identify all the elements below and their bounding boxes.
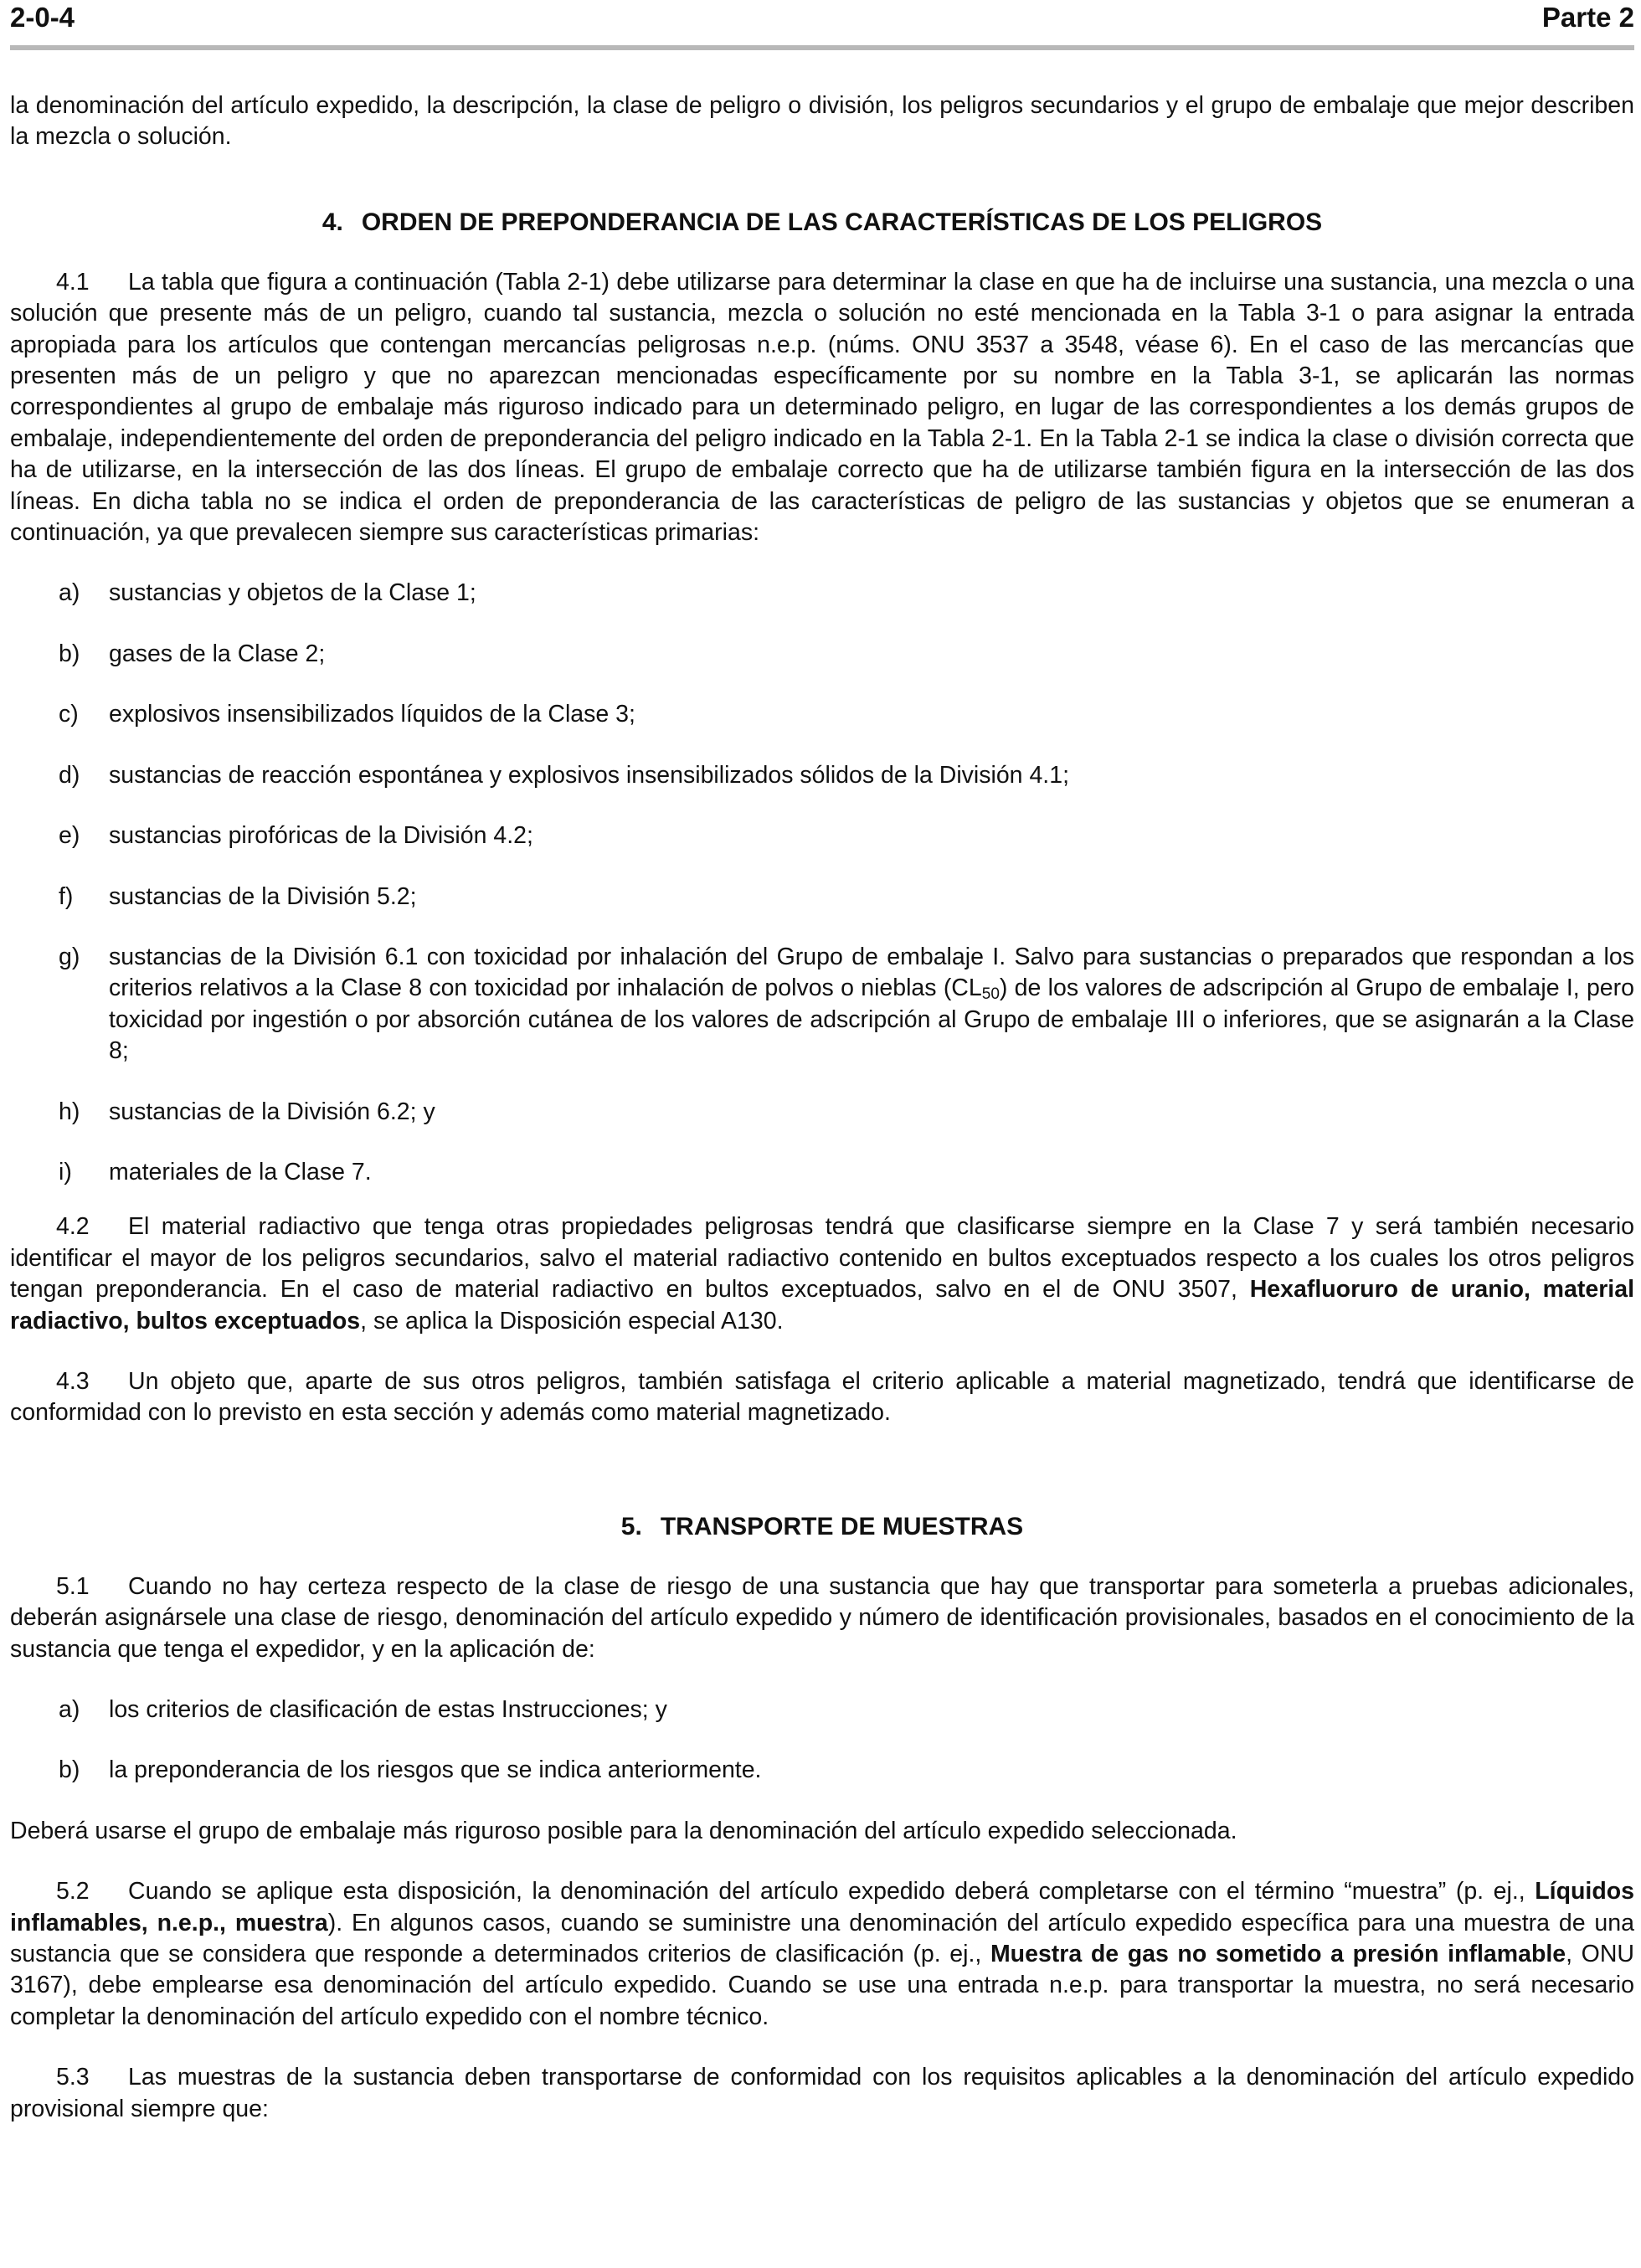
paragraph-5-3 xyxy=(10,2062,1634,2125)
list-label: g) xyxy=(59,943,80,970)
list-text: sustancias de la División 6.2; y xyxy=(109,1098,435,1125)
list-text-part: ) de los valores de adscripción al Grupo de embalaje I, pero toxicidad por ingestión o por absorción cutánea de los valores de adscripción al Grupo de embalaje III o inferiores, que se asignarán a la Clase 8; xyxy=(109,975,1634,1065)
paragraph-text: ). En algunos casos, cuando se suministre una denominación del artículo expedido específica para una muestra de una sustancia que se considera que responde a determinados criterios de clasificación (p. ej., xyxy=(10,1909,1634,1968)
paragraph-number: 5.2 xyxy=(56,1878,90,1905)
list-text: explosivos insensibilizados líquidos de la Clase 3; xyxy=(109,701,635,728)
paragraph-text: El material radiactivo que tenga otras propiedades peligrosas tendrá que clasificarse siempre en la Clase 7 y será también necesario identificar el mayor de los peligros secundarios, salvo el material radiactivo contenido en bultos exceptuados respecto a los cuales los otros peligros tengan preponderancia. En el caso de material radiactivo en bultos exceptuados, salvo en el de ONU 3507, xyxy=(10,1213,1634,1304)
list-label: b) xyxy=(59,640,80,667)
paragraph-number: 5.3 xyxy=(56,2064,90,2091)
paragraph-number: 4.1 xyxy=(56,268,90,296)
list-item xyxy=(10,1097,1634,1128)
list-label: a) xyxy=(59,579,80,607)
document-page xyxy=(10,0,1634,2125)
list-text: la preponderancia de los riesgos que se indica anteriormente. xyxy=(109,1756,762,1784)
list-item xyxy=(10,1695,1634,1725)
list-text-part: sustancias de la División 6.1 con toxicidad por inhalación del Grupo de embalaje I. Salvo para sustancias o preparados que respondan a los criterios relativos a la Clase 8 con toxicidad por inhalación de polvos o nieblas (CL xyxy=(109,943,1634,1002)
list-label: d) xyxy=(59,761,80,789)
page-header xyxy=(10,0,1634,33)
list-item xyxy=(10,639,1634,670)
subscript: 50 xyxy=(981,985,1000,1004)
list-label: f) xyxy=(59,882,74,910)
paragraph-5-1 xyxy=(10,1571,1634,1665)
page-id: 2-0-4 xyxy=(10,2,75,33)
list-text: sustancias de reacción espontánea y explosivos insensibilizados sólidos de la División 4.1; xyxy=(109,761,1069,789)
list-label: i) xyxy=(59,1158,72,1185)
section-4-title: ORDEN DE PREPONDERANCIA DE LAS CARACTERÍSTICAS DE LOS PELIGROS xyxy=(361,208,1323,236)
paragraph-text: , se aplica la Disposición especial A130. xyxy=(360,1307,784,1335)
list-text: materiales de la Clase 7. xyxy=(109,1158,372,1185)
paragraph-number: 4.3 xyxy=(56,1367,90,1395)
section-5-heading xyxy=(10,1511,1634,1542)
paragraph-4-3 xyxy=(10,1366,1634,1429)
bold-term: Líquidos inflamables, n.e.p., muestra xyxy=(10,1878,1634,1936)
paragraph-4-1 xyxy=(10,267,1634,549)
list-text: gases de la Clase 2; xyxy=(109,640,326,667)
list-item xyxy=(10,1157,1634,1188)
paragraph-text: , ONU 3167), debe emplearse esa denominación del artículo expedido. Cuando se use una entrada n.e.p. para transportar la muestra, no será necesario completar la denominación del artículo expedido con el nombre técnico. xyxy=(10,1941,1634,2030)
list-text: sustancias pirofóricas de la División 4.2; xyxy=(109,822,533,850)
paragraph-number: 4.2 xyxy=(56,1213,90,1241)
list-text: los criterios de clasificación de estas Instrucciones; y xyxy=(109,1696,667,1723)
spacer xyxy=(10,1337,1634,1366)
list-item xyxy=(10,578,1634,609)
section-5-list xyxy=(10,1695,1634,1787)
paragraph-number: 5.1 xyxy=(56,1572,90,1600)
paragraph-5-2 xyxy=(10,1876,1634,2033)
list-item xyxy=(10,942,1634,1067)
section-5-number: 5. xyxy=(620,1512,642,1540)
spacer xyxy=(10,2033,1634,2062)
section-5-title: TRANSPORTE DE MUESTRAS xyxy=(660,1512,1024,1540)
section-4-heading xyxy=(10,207,1634,238)
paragraph-text: Cuando no hay certeza respecto de la clase de riesgo de una sustancia que hay que transportar para someterla a pruebas adicionales, deberán asignársele una clase de riesgo, denominación del artículo expedido y número de identificación provisionales, basados en el conocimiento de la sustancia que tenga el expedidor, y en la aplicación de: xyxy=(10,1572,1634,1663)
section-4-number: 4. xyxy=(322,208,343,236)
list-label: a) xyxy=(59,1696,80,1723)
list-text: sustancias de la División 5.2; xyxy=(109,882,417,910)
paragraph-text: La tabla que figura a continuación (Tabla 2-1) debe utilizarse para determinar la clase en que ha de incluirse una sustancia, una mezcla o una solución que presente más de un peligro, cuando tal sustancia, mezcla o solución no esté mencionada en la Tabla 3-1 o para asignar la entrada apropiada para los artículos que contengan mercancías peligrosas n.e.p. (núms. ONU 3537 a 3548, véase 6). En el caso de las mercancías que presenten más de un peligro y que no aparezcan mencionadas específicamente por su nombre en la Tabla 3-1, se aplicarán las normas correspondientes al grupo de embalaje más riguroso indicado para un determinado peligro, en lugar de las correspondientes a los demás grupos de embalaje, independientemente del orden de preponderancia del peligro indicado en la Tabla 2-1. En la Tabla 2-1 se indica la clase o división correcta que ha de utilizarse, en la intersección de las dos líneas. El grupo de embalaje correcto que ha de utilizarse también figura en la intersección de las dos líneas. En dicha tabla no se indica el orden de preponderancia de las características de peligro de las sustancias y objetos que se enumeran a continuación, ya que prevalecen siempre sus características primarias: xyxy=(10,268,1634,547)
list-text xyxy=(109,942,1634,1067)
intro-paragraph: la denominación del artículo expedido, la descripción, la clase de peligro o división, los peligros secundarios y el grupo de embalaje que mejor describen la mezcla o solución. xyxy=(10,92,1634,151)
paragraph-text: Las muestras de la sustancia deben transportarse de conformidad con los requisitos aplicables a la denominación del artículo expedido provisional siempre que: xyxy=(10,2064,1634,2122)
list-item xyxy=(10,760,1634,791)
bold-term: Hexafluoruro de uranio, material radiactivo, bultos exceptuados xyxy=(10,1276,1634,1335)
paragraph-5-1-continuation: Deberá usarse el grupo de embalaje más riguroso posible para la denominación del artículo expedido seleccionada. xyxy=(10,1817,1237,1844)
paragraph-text: Un objeto que, aparte de sus otros peligros, también satisfaga el criterio aplicable a material magnetizado, tendrá que identificarse de conformidad con lo previsto en esta sección y además como material magnetizado. xyxy=(10,1367,1634,1427)
paragraph-4-2 xyxy=(10,1211,1634,1337)
part-label: Parte 2 xyxy=(1541,2,1634,33)
paragraph-text: Cuando se aplique esta disposición, la denominación del artículo expedido deberá completarse con el término “muestra” (p. ej., xyxy=(128,1878,1536,1905)
list-label: c) xyxy=(59,701,79,728)
list-item xyxy=(10,1755,1634,1786)
list-text: sustancias y objetos de la Clase 1; xyxy=(109,579,476,607)
list-label: h) xyxy=(59,1098,80,1125)
header-rule xyxy=(10,45,1634,50)
section-4-list xyxy=(10,578,1634,1188)
list-item xyxy=(10,699,1634,730)
list-label: b) xyxy=(59,1756,80,1784)
list-label: e) xyxy=(59,822,80,850)
bold-term: Muestra de gas no sometido a presión inflamable xyxy=(990,1941,1566,1968)
list-item xyxy=(10,882,1634,913)
list-item xyxy=(10,820,1634,851)
spacer xyxy=(10,1847,1634,1876)
